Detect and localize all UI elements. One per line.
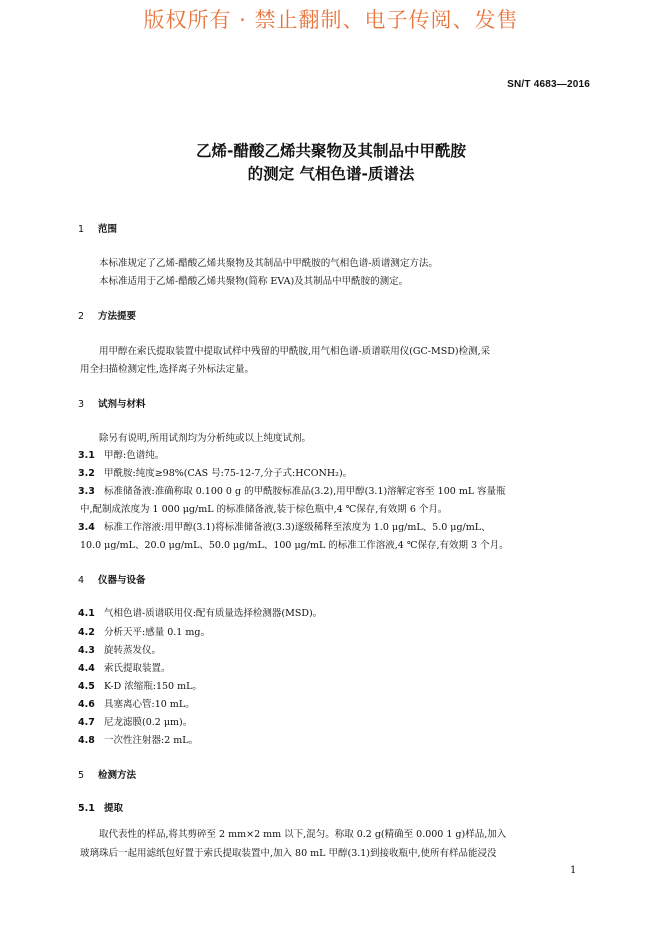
page-number: 1	[570, 865, 577, 876]
item-number: 4.6	[78, 699, 95, 710]
item-text: 索氏提取装置。	[104, 663, 171, 674]
item-number: 3.2	[78, 468, 95, 479]
section-heading-method	[78, 767, 136, 781]
scope-paragraph-2: 本标准适用于乙烯-醋酸乙烯共聚物(简称 EVA)及其制品中甲酰胺的测定。	[99, 276, 409, 287]
item-number: 4.5	[78, 681, 95, 692]
extraction-line-2: 玻璃珠后一起用滤纸包好置于索氏提取装置中,加入 80 mL 甲醇(3.1)到接收瓶中,使所有样品能浸没	[80, 848, 497, 859]
section-heading-principle	[78, 308, 136, 322]
item-number: 4.1	[78, 608, 95, 619]
apparatus-item	[78, 642, 161, 656]
subsection-heading-extraction	[78, 800, 123, 814]
reagent-item-3-4-continued: 10.0 μg/mL、20.0 μg/mL、50.0 μg/mL、100 μg/mL 的标准工作溶液,4 ℃保存,有效期 3 个月。	[80, 540, 509, 551]
item-text: 尼龙滤膜(0.2 μm)。	[104, 717, 193, 728]
reagent-item-3-4	[78, 519, 491, 533]
apparatus-item	[78, 605, 322, 619]
reagent-item-3-1	[78, 447, 164, 461]
item-number: 3.3	[78, 486, 95, 497]
section-number: 2	[78, 311, 85, 322]
copyright-watermark: 版权所有 · 禁止翻制、电子传阅、发售	[143, 8, 519, 32]
item-number: 4.2	[78, 627, 95, 638]
item-number: 4.4	[78, 663, 95, 674]
section-heading-reagents	[78, 396, 146, 410]
reagents-intro: 除另有说明,所用试剂均为分析纯或以上纯度试剂。	[99, 433, 312, 444]
section-heading-apparatus	[78, 572, 146, 586]
item-number: 3.1	[78, 450, 95, 461]
item-text: 甲酰胺:纯度≥98%(CAS 号:75-12-7,分子式:HCONH₂)。	[104, 468, 353, 479]
apparatus-item	[78, 714, 192, 728]
section-number: 4	[78, 575, 85, 586]
reagent-item-3-3	[78, 483, 506, 497]
document-title-line-2: 的测定 气相色谱-质谱法	[247, 165, 415, 183]
document-number: SN/T 4683—2016	[507, 79, 590, 90]
item-text: 一次性注射器:2 mL。	[104, 735, 199, 746]
scope-paragraph-1: 本标准规定了乙烯-醋酸乙烯共聚物及其制品中甲酰胺的气相色谱-质谱测定方法。	[99, 258, 438, 269]
subsection-number: 5.1	[78, 803, 95, 814]
section-title: 检测方法	[98, 770, 137, 781]
section-number: 3	[78, 399, 85, 410]
section-title: 方法提要	[98, 311, 137, 322]
section-number: 1	[78, 224, 85, 235]
section-title: 试剂与材料	[98, 399, 146, 410]
item-number: 4.3	[78, 645, 95, 656]
item-text: 气相色谱-质谱联用仪:配有质量选择检测器(MSD)。	[104, 608, 323, 619]
apparatus-item	[78, 624, 210, 638]
item-text: K-D 浓缩瓶:150 mL。	[104, 681, 202, 692]
reagent-item-3-2	[78, 465, 352, 479]
item-text: 具塞离心管:10 mL。	[104, 699, 195, 710]
item-text: 分析天平:感量 0.1 mg。	[104, 627, 210, 638]
section-number: 5	[78, 770, 85, 781]
section-title: 仪器与设备	[98, 575, 146, 586]
item-text: 标准储备液:准确称取 0.100 0 g 的甲酰胺标准品(3.2),用甲醇(3.1)溶解定容至 100 mL 容量瓶	[104, 486, 506, 497]
apparatus-item	[78, 678, 202, 692]
apparatus-item	[78, 696, 195, 710]
item-text: 旋转蒸发仪。	[104, 645, 162, 656]
principle-line-1: 用甲醇在索氏提取装置中提取试样中残留的甲酰胺,用气相色谱-质谱联用仪(GC-MSD)检测,采	[99, 346, 491, 357]
item-number: 4.7	[78, 717, 95, 728]
item-number: 4.8	[78, 735, 95, 746]
item-text: 甲醇:色谱纯。	[104, 450, 165, 461]
section-heading-scope	[78, 221, 117, 235]
document-title-line-1: 乙烯-醋酸乙烯共聚物及其制品中甲酰胺	[196, 142, 466, 160]
apparatus-item	[78, 660, 171, 674]
section-title: 范围	[98, 224, 118, 235]
reagent-item-3-3-continued: 中,配制成浓度为 1 000 μg/mL 的标准储备液,装于棕色瓶中,4 ℃保存,有效期 6 个月。	[80, 504, 448, 515]
extraction-line-1: 取代表性的样品,将其剪碎至 2 mm×2 mm 以下,混匀。称取 0.2 g(精确至 0.000 1 g)样品,加入	[99, 829, 507, 840]
item-text: 标准工作溶液:用甲醇(3.1)将标准储备液(3.3)逐级稀释至浓度为 1.0 μg/mL、5.0 μg/mL、	[104, 522, 491, 533]
item-number: 3.4	[78, 522, 95, 533]
subsection-title: 提取	[104, 803, 124, 814]
apparatus-item	[78, 732, 198, 746]
principle-line-2: 用全扫描检测定性,选择离子外标法定量。	[80, 364, 255, 375]
